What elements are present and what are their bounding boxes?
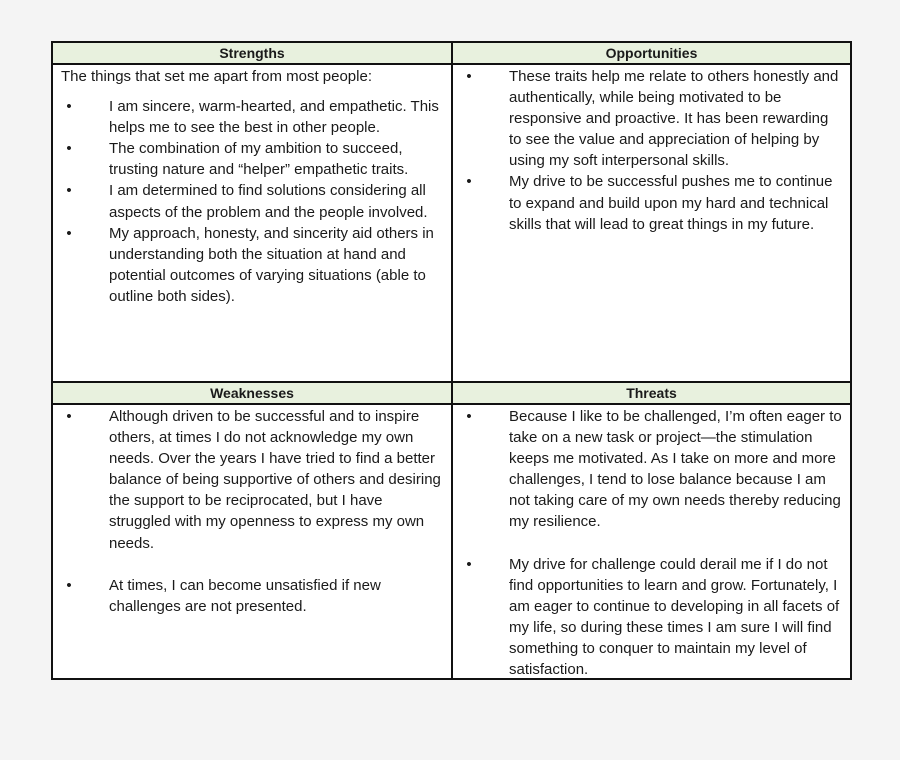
strengths-cell (52, 64, 452, 382)
threats-list (461, 406, 844, 680)
list-item-text: My approach, honesty, and sincerity aid others in understanding both the situation at hand and potential outcomes of varying situations (able to outline both sides). (109, 224, 434, 305)
bullet-icon: • (66, 140, 72, 158)
list-item (61, 96, 445, 138)
bullet-icon: • (66, 98, 72, 116)
bottom-header-row (52, 382, 851, 404)
list-item-text: These traits help me relate to others honestly and authentically, while being motivated to be responsive and proactive. It has been rewarding to see the value and appreciation of helping by using my soft interpersonal skills. (509, 68, 839, 170)
list-item (461, 554, 844, 681)
bullet-icon: • (66, 224, 72, 242)
list-item (461, 171, 844, 234)
top-content-row (52, 64, 851, 382)
bullet-icon: • (466, 408, 472, 425)
bullet-icon: • (466, 68, 472, 85)
strengths-heading: Strengths (52, 42, 452, 64)
list-item-text: Although driven to be successful and to inspire others, at times I do not acknowledge my own needs. Over the years I have tried to find a better balance of being supportive of others and desiring the support to be reciprocated, but I have struggled with my openness to express my own needs. (109, 408, 441, 552)
list-item (461, 406, 844, 533)
swot-table (51, 41, 852, 680)
bottom-content-row (52, 404, 851, 679)
threats-content (453, 405, 850, 678)
top-header-row (52, 42, 851, 64)
list-item (61, 223, 445, 307)
bullet-icon: • (66, 182, 72, 200)
list-item-text: At times, I can become unsatisfied if new challenges are not presented. (109, 576, 381, 615)
list-item-text: The combination of my ambition to succeed, trusting nature and “helper” empathetic traits. (109, 140, 409, 179)
list-item (61, 138, 445, 180)
bullet-icon: • (466, 173, 472, 191)
strengths-intro: The things that set me apart from most people: (61, 68, 372, 85)
threats-heading: Threats (452, 382, 851, 404)
list-item (61, 575, 445, 617)
list-item-text: My drive for challenge could derail me if I do not find opportunities to learn and grow. Fortunately, I am eager to continue to developing in all facets of my life, so during these times I am sure I will find something to conquer to maintain my level of satisfaction. (509, 555, 840, 679)
list-item-text: My drive to be successful pushes me to continue to expand and build upon my hard and technical skills that will lead to great things in my future. (509, 173, 833, 233)
opportunities-content (453, 65, 850, 381)
list-item (61, 406, 445, 554)
opportunities-heading: Opportunities (452, 42, 851, 64)
strengths-list (61, 96, 445, 307)
threats-cell (452, 404, 851, 679)
list-item (461, 66, 844, 171)
strengths-content (53, 65, 451, 381)
list-item (61, 180, 445, 222)
bullet-icon: • (466, 555, 472, 573)
opportunities-cell (452, 64, 851, 382)
weaknesses-cell (52, 404, 452, 679)
bullet-icon: • (66, 576, 72, 594)
weaknesses-list (61, 406, 445, 617)
list-item-text: I am sincere, warm-hearted, and empathetic. This helps me to see the best in other people. (109, 98, 439, 137)
weaknesses-heading: Weaknesses (52, 382, 452, 404)
list-item-text: I am determined to find solutions considering all aspects of the problem and the people involved. (109, 182, 428, 221)
list-item-text: Because I like to be challenged, I’m often eager to take on a new task or project—the stimulation keeps me motivated. As I take on more and more challenges, I tend to lose balance because I am not taking care of my own needs thereby reducing my resilience. (509, 408, 842, 531)
bullet-icon: • (66, 408, 72, 425)
weaknesses-content (53, 405, 451, 678)
opportunities-list (461, 66, 844, 235)
